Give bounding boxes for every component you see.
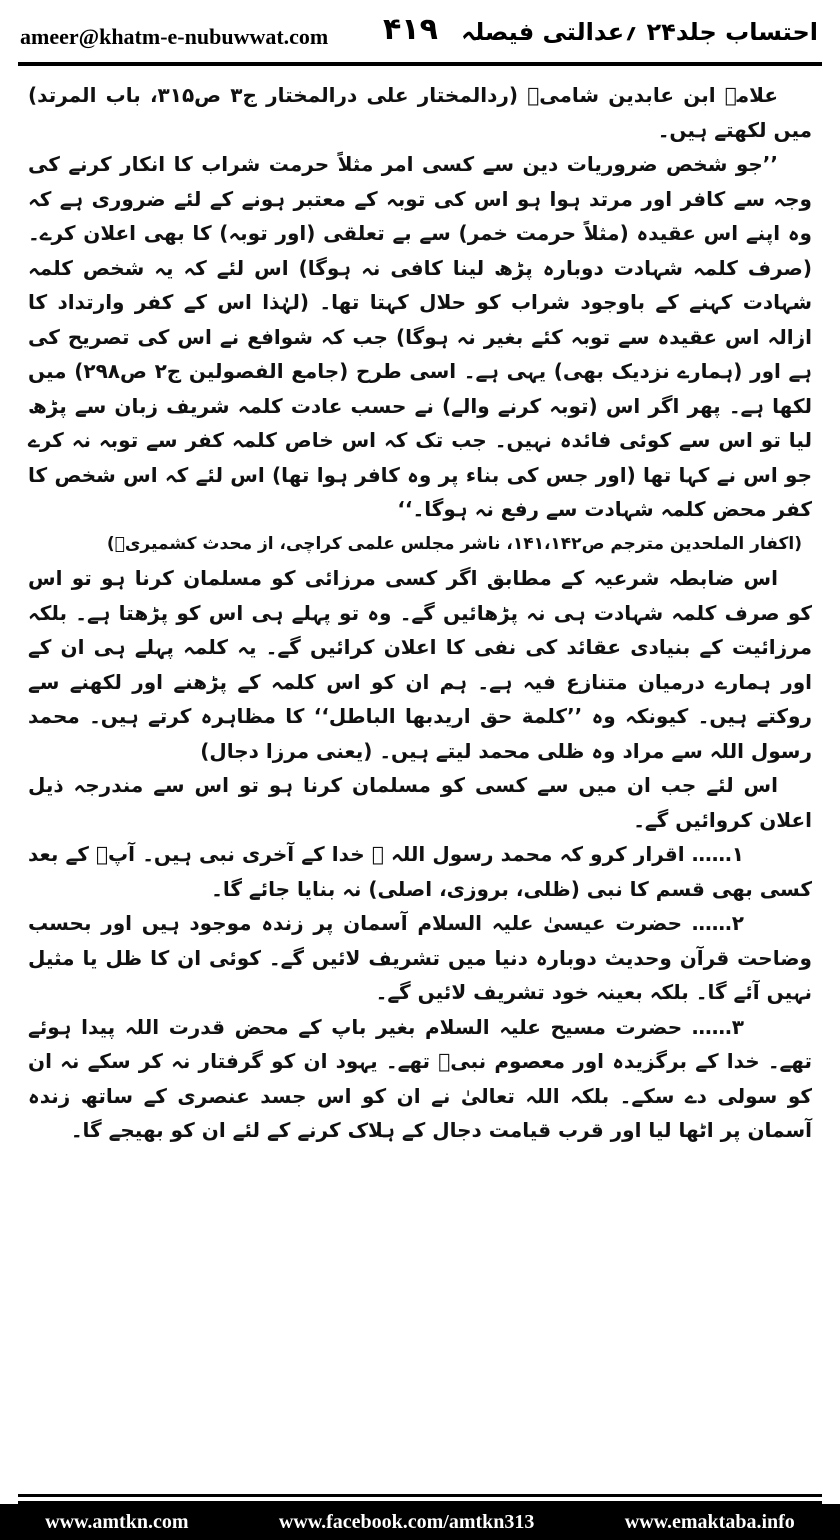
footer-rule-top [18,1494,822,1497]
item-text: حضرت مسیح علیہ السلام بغیر باپ کے محض قدرت اللہ پیدا ہوئے تھے۔ خدا کے برگزیدہ اور معصوم نبیؑ تھے۔ یہود ان کو گرفتار نہ کر سکے نہ ان کو سولی دے سکے۔ بلکہ اللہ تعالیٰ نے ان کو اس جسد عنصری کے ساتھ زندہ آسمان پر اٹھا لیا اور قرب قیامت دجال کے ہلاک کرنے کے لئے ان کو بھیجے گا۔ [28,1014,812,1142]
page-body [28,78,812,1148]
list-item [28,837,812,906]
header-rule [18,62,822,66]
footer-bar [0,1504,840,1540]
declarations-intro: اس لئے جب ان میں سے کسی کو مسلمان کرنا ہو تو اس سے مندرجہ ذیل اعلان کروائیں گے۔ [28,773,812,832]
list-item [28,906,812,1010]
footer-link-amtkn[interactable]: www.amtkn.com [45,1510,189,1533]
quote-paragraph: ’’جو شخص ضروریات دین سے کسی امر مثلاً حرمت شراب کا انکار کرنے کی وجہ سے کافر اور مرتد ہوا ہو اس کی توبہ کے معتبر ہونے کے لئے ضروری ہے کہ وہ اپنے اس عقیدہ (مثلاً حرمت خمر) سے بے تعلقی (اور توبہ) کا بھی اعلان کرے۔ (صرف کلمہ شہادت دوبارہ پڑھ لینا کافی نہ ہوگا) اس لئے کہ یہ شخص کلمہ شہادت کہنے کے باوجود شراب کو حلال کہتا تھا۔ (لہٰذا اس کے کفر وارتداد کا ازالہ اس عقیدہ سے توبہ کئے بغیر نہ ہوگا) جب کہ شوافع نے اس کی تصریح کی ہے اور (ہمارے نزدیک بھی) یہی ہے۔ اسی طرح (جامع الفصولین ج۲ ص۲۹۸) میں لکھا ہے۔ پھر اگر اس (توبہ کرنے والے) نے حسب عادت کلمہ شریف زبان سے پڑھ لیا تو اس سے کوئی فائدہ نہیں۔ جب تک کہ اس خاص کلمہ کفر سے توبہ نہ کرے جو اس نے کہا تھا (اور جس کی بناء پر وہ کافر ہوا تھا) اس لئے کہ اس شخص کا کفر محض کلمہ شہادت سے رفع نہ ہوگا۔‘‘ [28,152,812,521]
header-title: احتساب جلد۲۴ ؍عدالتی فیصلہ [461,18,818,46]
citation: (اکفار الملحدین مترجم ص۱۴۱،۱۴۲، ناشر مجلس علمی کراچی، از محدث کشمیریؒ) [106,533,802,554]
item-text: اقرار کرو کہ محمد رسول اللہ ﷺ خدا کے آخری نبی ہیں۔ آپؐ کے بعد کسی بھی قسم کا نبی (ظلی، بروزی، اصلی) نہ بنایا جائے گا۔ [28,842,812,901]
page-header [0,0,840,60]
footer-link-facebook[interactable]: www.facebook.com/amtkn313 [278,1510,535,1533]
item-number: ۳…… [691,1014,744,1039]
header-email[interactable]: ameer@khatm-e-nubuwwat.com [20,24,329,49]
page-number: ۴۱۹ [383,12,438,47]
footer-link-emaktaba[interactable]: www.emaktaba.info [624,1510,795,1533]
intro-paragraph: علامہ ابن عابدین شامیؒ (ردالمختار علی درالمختار ج۳ ص۳۱۵، باب المرتد) میں لکھتے ہیں۔ [28,83,812,142]
item-number: ۲…… [691,911,744,935]
list-item [28,1010,812,1148]
body-paragraph: اس ضابطہ شرعیہ کے مطابق اگر کسی مرزائی کو مسلمان کرنا ہو تو اس کو صرف کلمہ شہادت ہی نہ پڑھائیں گے۔ وہ تو پہلے ہی اس کو پڑھتا ہے۔ بلکہ مرزائیت کے بنیادی عقائد کی نفی کا اعلان کرائیں گے۔ یہ کلمہ پہلے ہی ان کے اور ہمارے درمیان متنازع فیہ ہے۔ ہم ان کو اس کلمہ کے پڑھنے اور لکھنے سے روکتے ہیں۔ کیونکہ وہ ’’کلمة حق اریدبها الباطل‘‘ کا مظاہرہ کرتے ہیں۔ محمد رسول اللہ سے مراد وہ ظلی محمد لیتے ہیں۔ (یعنی مرزا دجال) [28,566,812,763]
item-number: ۱…… [691,842,744,866]
item-text: حضرت عیسیٰ علیہ السلام آسمان پر زندہ موجود ہیں اور بحسب وضاحت قرآن وحدیث دوبارہ دنیا میں تشریف لائیں گے۔ کوئی ان کا ظل یا مثیل نہیں آئے گا۔ بلکہ بعینہ خود تشریف لائیں گے۔ [28,911,812,1004]
